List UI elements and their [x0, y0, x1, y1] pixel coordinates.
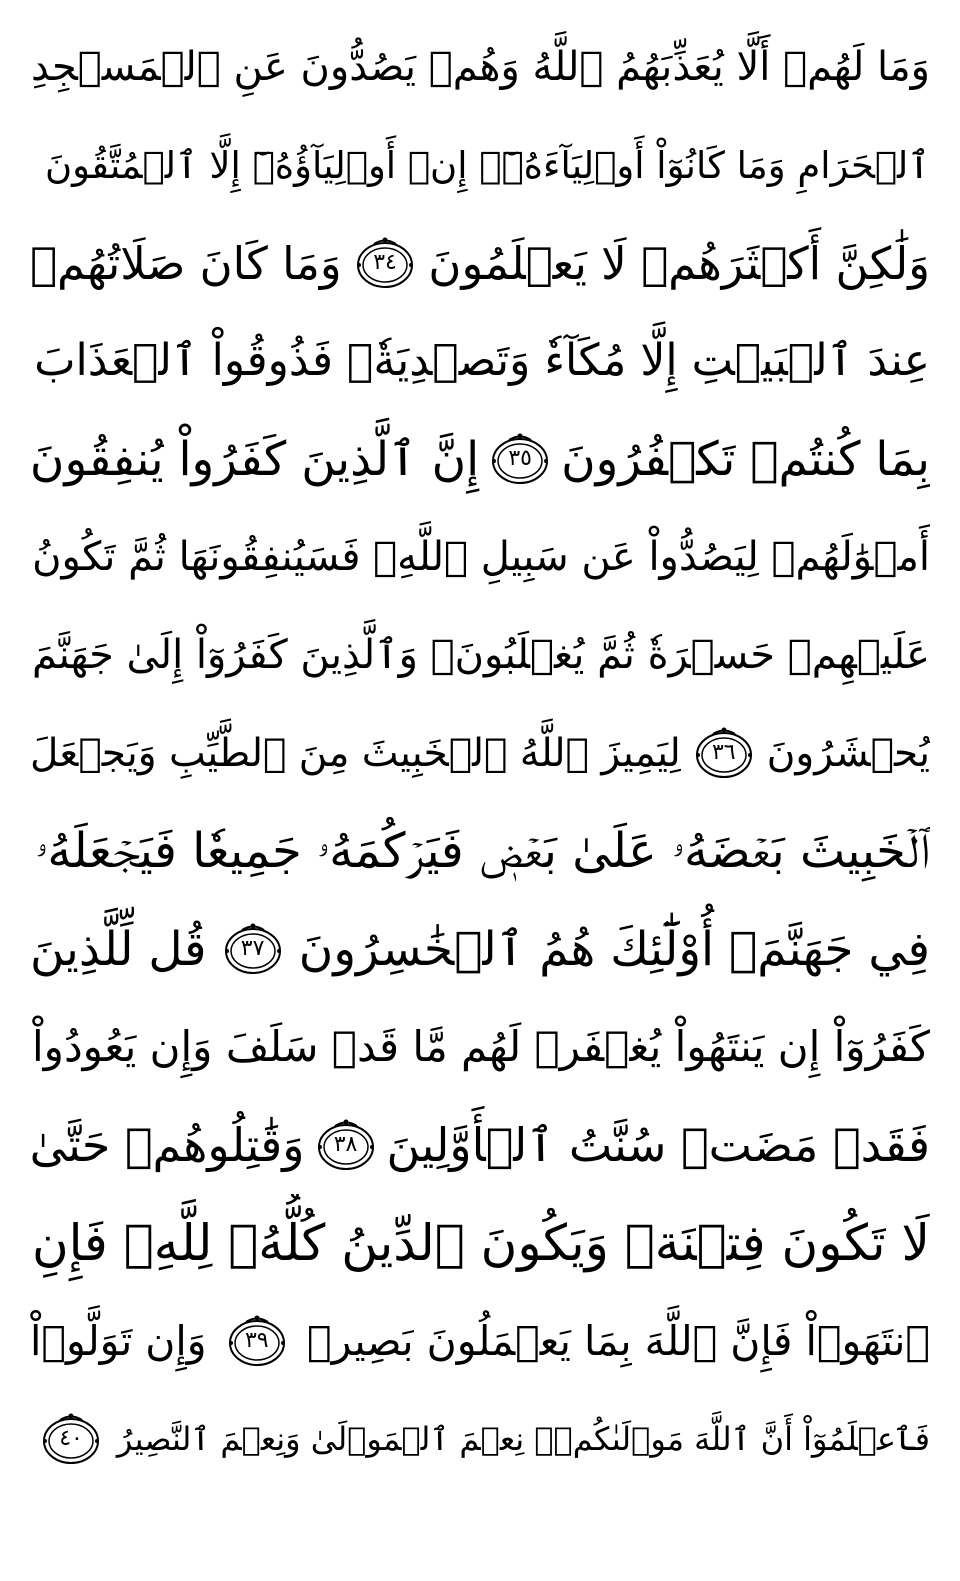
- line-text: قُل لِّلَّذِينَ: [30, 921, 207, 977]
- text-line-11: [30, 998, 930, 1096]
- verse-marker-38: [315, 1117, 377, 1173]
- line-text: فَقَدۡ مَضَتۡ سُنَّتُ ٱلۡأَوَّلِينَ: [386, 1118, 930, 1172]
- text-line-14: [30, 1292, 930, 1390]
- line-text: عَلَيۡهِمۡ حَسۡرَةٗ ثُمَّ يُغۡلَبُونَۗ وَٱلَّذِينَ كَفَرُوٓاْ إِلَىٰ جَهَنَّمَ: [31, 632, 930, 678]
- line-text: ٱلۡخَبِيثَ بَعۡضَهُۥ عَلَىٰ بَعۡضٖ فَيَرۡكُمَهُۥ جَمِيعٗا فَيَجۡعَلَهُۥ: [35, 823, 930, 879]
- line-text: فِي جَهَنَّمَۚ أُوْلَٰٓئِكَ هُمُ ٱلۡخَٰسِرُونَ: [298, 921, 930, 977]
- line-text: بِمَا كُنتُمۡ تَكۡفُرُونَ: [561, 431, 930, 487]
- line-text: وَلَٰكِنَّ أَكۡثَرَهُمۡ لَا يَعۡلَمُونَ: [428, 236, 930, 290]
- line-text: لِيَمِيزَ ٱللَّهُ ٱلۡخَبِيثَ مِنَ ٱلطَّيِّبِ وَيَجۡعَلَ: [30, 730, 681, 776]
- verse-number: ٣٨: [333, 1132, 358, 1157]
- text-line-10: [30, 900, 930, 998]
- line-text: إِنَّ ٱلَّذِينَ كَفَرُواْ يُنفِقُونَ: [30, 431, 480, 487]
- text-line-4: [30, 312, 930, 410]
- text-line-2: [30, 116, 930, 214]
- text-line-6: [30, 508, 930, 606]
- line-text: لَا تَكُونَ فِتۡنَةٞ وَيَكُونَ ٱلدِّينُ كُلُّهُۥ لِلَّهِۚ فَإِنِ: [31, 1214, 930, 1272]
- line-text: وَإِن تَوَلَّوۡاْ: [30, 1316, 207, 1365]
- line-text: أَمۡوَٰلَهُمۡ لِيَصُدُّواْ عَن سَبِيلِ ٱللَّهِۚ فَسَيُنفِقُونَهَا ثُمَّ تَكُونُ: [32, 534, 930, 580]
- text-line-3: [30, 214, 930, 312]
- verse-number: ٣٧: [240, 936, 265, 961]
- line-text: وَمَا كَانَ صَلَاتُهُمۡ: [30, 236, 342, 290]
- verse-marker-39: [226, 1313, 288, 1369]
- line-text: فَٱعۡلَمُوٓاْ أَنَّ ٱللَّهَ مَوۡلَىٰكُمۡۚ نِعۡمَ ٱلۡمَوۡلَىٰ وَنِعۡمَ ٱلنَّصِيرُ: [116, 1420, 930, 1458]
- verse-number: ٣٤: [373, 250, 397, 275]
- verse-marker-35: [489, 431, 551, 487]
- verse-marker-37: [222, 921, 284, 977]
- line-text: ٱلۡحَرَامِ وَمَا كَانُوٓاْ أَوۡلِيَآءَهُۥٓۚ إِنۡ أَوۡلِيَآؤُهُۥٓ إِلَّا ٱلۡمُتَّقُونَ: [44, 143, 930, 187]
- text-line-1: [30, 18, 930, 116]
- verse-marker-36: [693, 725, 755, 781]
- verse-marker-40: [40, 1411, 102, 1467]
- text-line-9: [30, 802, 930, 900]
- line-text: كَفَرُوٓاْ إِن يَنتَهُواْ يُغۡفَرۡ لَهُم مَّا قَدۡ سَلَفَ وَإِن يَعُودُواْ: [32, 1022, 930, 1071]
- text-line-15: [30, 1390, 930, 1488]
- line-text: يُحۡشَرُونَ: [766, 730, 930, 776]
- line-text: عِندَ ٱلۡبَيۡتِ إِلَّا مُكَآءٗ وَتَصۡدِيَةٗۚ فَذُوقُواْ ٱلۡعَذَابَ: [34, 335, 930, 386]
- text-line-5: [30, 410, 930, 508]
- text-line-12: [30, 1096, 930, 1194]
- verse-number: ٣٩: [244, 1328, 269, 1353]
- text-line-7: [30, 606, 930, 704]
- text-line-8: [30, 704, 930, 802]
- line-text: وَقَٰتِلُوهُمۡ حَتَّىٰ: [30, 1118, 305, 1172]
- verse-number: ٣٥: [508, 446, 532, 471]
- text-line-13: [30, 1194, 930, 1292]
- line-text: ٱنتَهَوۡاْ فَإِنَّ ٱللَّهَ بِمَا يَعۡمَلُونَ بَصِيرٞ: [306, 1316, 930, 1365]
- line-text: وَمَا لَهُمۡ أَلَّا يُعَذِّبَهُمُ ٱللَّهُ وَهُمۡ يَصُدُّونَ عَنِ ٱلۡمَسۡجِدِ: [30, 44, 930, 90]
- verse-number: ٤٠: [59, 1426, 83, 1451]
- verse-number: ٣٦: [711, 740, 736, 765]
- verse-marker-34: [354, 235, 416, 291]
